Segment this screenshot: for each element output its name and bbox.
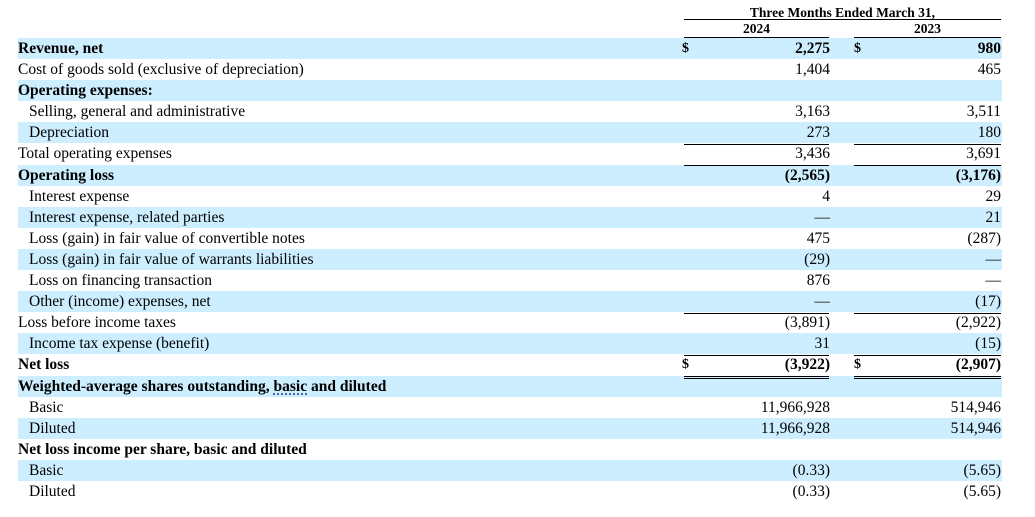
row-operating-expenses-heading	[18, 80, 1002, 101]
label-part: Weighted-average shares outstanding,	[18, 377, 274, 395]
row-label: Basic	[29, 461, 64, 479]
value-2023: —	[985, 250, 1001, 268]
value-2024: (0.33)	[792, 482, 830, 500]
basic-glossary-term: basic	[273, 377, 308, 395]
row-fv-warrants	[18, 249, 1002, 270]
row-label: Depreciation	[29, 124, 110, 142]
row-operating-loss	[18, 165, 1002, 186]
row-fv-convertible-notes	[18, 228, 1002, 249]
label-part: and diluted	[307, 377, 387, 395]
row-label: Income tax expense (benefit)	[29, 335, 210, 353]
row-eps-basic	[18, 460, 1002, 481]
value-2023: (5.65)	[963, 482, 1001, 500]
value-2024: 4	[822, 187, 830, 205]
value-2023: 514,946	[950, 419, 1001, 437]
currency-symbol: $	[682, 41, 689, 56]
value-2023: 3,691	[966, 145, 1001, 163]
year-2023-header: 2023	[854, 21, 1001, 38]
row-label: Diluted	[29, 482, 76, 500]
row-label: Loss before income taxes	[18, 314, 176, 332]
row-sga	[18, 101, 1002, 122]
row-depreciation	[18, 122, 1002, 143]
row-eps-heading	[18, 439, 1002, 460]
total-double-rule	[854, 376, 1001, 379]
value-2024: (29)	[804, 250, 830, 268]
value-2023: 3,511	[966, 103, 1001, 121]
value-2024: 3,163	[795, 103, 830, 121]
row-loss-before-taxes	[18, 312, 1002, 333]
row-label: Selling, general and administrative	[29, 103, 246, 121]
row-label: Net loss	[18, 356, 70, 374]
row-interest-expense	[18, 186, 1002, 207]
row-other-income	[18, 291, 1002, 312]
row-label: Other (income) expenses, net	[29, 293, 211, 311]
value-2023: 514,946	[950, 398, 1001, 416]
value-2024: 273	[806, 124, 830, 142]
subtotal-rule	[854, 144, 1001, 145]
value-2023: (17)	[975, 293, 1001, 311]
currency-symbol: $	[854, 41, 861, 56]
value-2024: —	[814, 208, 830, 226]
value-2023: 180	[977, 124, 1001, 142]
value-2023: (287)	[967, 229, 1001, 247]
value-2023: 980	[977, 40, 1001, 57]
row-eps-diluted	[18, 481, 1002, 502]
row-label: Basic	[29, 398, 64, 416]
row-label: Loss (gain) in fair value of convertible notes	[29, 229, 305, 247]
header-rule	[684, 19, 1001, 20]
row-label: Total operating expenses	[18, 145, 172, 163]
value-2024: 876	[806, 272, 830, 290]
row-shares-basic	[18, 397, 1002, 418]
row-label: Revenue, net	[18, 40, 104, 57]
value-2024: 1,404	[795, 61, 830, 79]
row-net-loss	[18, 354, 1002, 375]
value-2024: 11,966,928	[760, 419, 830, 437]
value-2023: (15)	[975, 335, 1001, 353]
value-2024: 2,275	[795, 40, 830, 57]
value-2023: (2,922)	[955, 314, 1001, 332]
row-interest-expense-related	[18, 207, 1002, 228]
row-cost-of-goods-sold	[18, 59, 1002, 80]
value-2024: (3,891)	[784, 314, 830, 332]
value-2023: 465	[977, 61, 1001, 79]
value-2023: (2,907)	[955, 356, 1001, 374]
row-label: Cost of goods sold (exclusive of depreciation)	[18, 61, 304, 79]
total-double-rule	[684, 376, 829, 379]
value-2023: (5.65)	[963, 461, 1001, 479]
row-revenue-net	[18, 38, 1002, 59]
value-2024: (3,922)	[784, 356, 830, 374]
value-2024: 31	[814, 335, 830, 353]
year-2024-header: 2024	[684, 21, 829, 38]
subtotal-rule	[684, 165, 829, 166]
subtotal-rule	[854, 313, 1001, 314]
row-shares-diluted	[18, 418, 1002, 439]
value-2023: (3,176)	[955, 166, 1001, 184]
row-label: Operating loss	[18, 166, 115, 184]
value-2023: —	[985, 272, 1001, 290]
value-2024: 475	[806, 229, 830, 247]
subtotal-rule	[854, 355, 1001, 356]
row-label: Net loss income per share, basic and diluted	[18, 440, 307, 458]
period-label: Three Months Ended March 31,	[749, 5, 936, 20]
row-label: Loss (gain) in fair value of warrants liabilities	[29, 250, 314, 268]
row-label: Loss on financing transaction	[29, 272, 212, 290]
income-statement-table	[18, 38, 1002, 502]
row-loss-financing	[18, 270, 1002, 291]
subtotal-rule	[684, 144, 829, 145]
subtotal-rule	[854, 165, 1001, 166]
row-label: Diluted	[29, 419, 76, 437]
value-2024: 3,436	[795, 145, 830, 163]
subtotal-rule	[684, 355, 829, 356]
row-income-tax	[18, 333, 1002, 354]
row-label	[18, 376, 386, 397]
value-2023: 29	[985, 187, 1001, 205]
row-label: Interest expense, related parties	[29, 208, 225, 226]
value-2024: (2,565)	[784, 166, 830, 184]
row-total-operating-expenses	[18, 143, 1002, 164]
currency-symbol: $	[854, 357, 861, 373]
value-2024: —	[814, 293, 830, 311]
value-2024: (0.33)	[792, 461, 830, 479]
value-2023: 21	[985, 208, 1001, 226]
currency-symbol: $	[682, 357, 689, 373]
value-2024: 11,966,928	[760, 398, 830, 416]
row-label: Operating expenses:	[18, 82, 153, 100]
row-label: Interest expense	[29, 187, 130, 205]
subtotal-rule	[684, 313, 829, 314]
